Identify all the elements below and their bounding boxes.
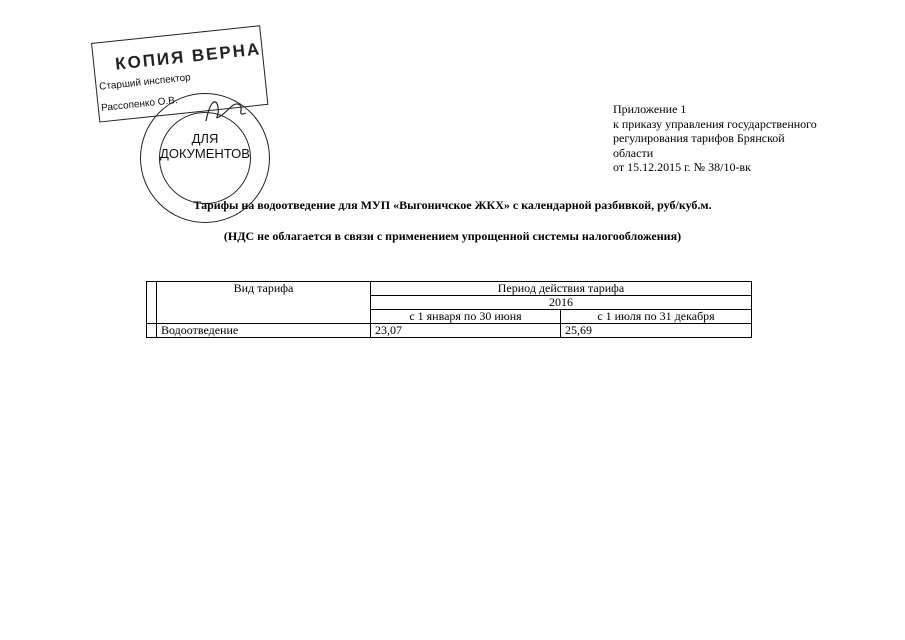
header-period: Период действия тарифа — [371, 282, 752, 296]
stamp-name: Рассопенко О.В. — [100, 95, 179, 114]
cell-value-2: 25,69 — [561, 324, 752, 338]
appendix-line-3: регулирования тарифов Брянской — [613, 131, 785, 145]
stamp-position: Старший инспектор — [98, 72, 192, 93]
row-number-header — [147, 282, 157, 324]
header-period-1: с 1 января по 30 июня — [371, 310, 561, 324]
appendix-line-4: области — [613, 145, 654, 160]
cell-value-1: 23,07 — [371, 324, 561, 338]
appendix-reference — [613, 102, 817, 175]
table-row — [147, 324, 752, 338]
appendix-line-1: Приложение 1 — [613, 102, 687, 116]
header-period-2: с 1 июля по 31 декабря — [561, 310, 752, 324]
copy-certified-stamp — [85, 35, 285, 195]
appendix-line-2: к приказу управления государственного — [613, 116, 817, 131]
header-year: 2016 — [371, 296, 752, 310]
seal-line-2: ДОКУМЕНТОВ — [160, 146, 250, 161]
tariff-table — [146, 281, 752, 338]
document-title: Тарифы на водоотведение для МУП «Выгоничское ЖКХ» с календарной разбивкой, руб/куб.м. — [193, 198, 712, 212]
table-header-row — [147, 282, 752, 296]
stamp-header: КОПИЯ ВЕРНА — [114, 39, 263, 74]
seal-line-1: ДЛЯ — [191, 131, 219, 146]
header-tariff-type: Вид тарифа — [157, 282, 371, 324]
appendix-line-5: от 15.12.2015 г. № 38/10-вк — [613, 160, 751, 174]
row-number-cell — [147, 324, 157, 338]
cell-tariff-type: Водоотведение — [157, 324, 371, 338]
document-subtitle: (НДС не облагается в связи с применением упрощенной системы налогообложения) — [223, 229, 682, 243]
seal-center-text — [155, 131, 255, 161]
